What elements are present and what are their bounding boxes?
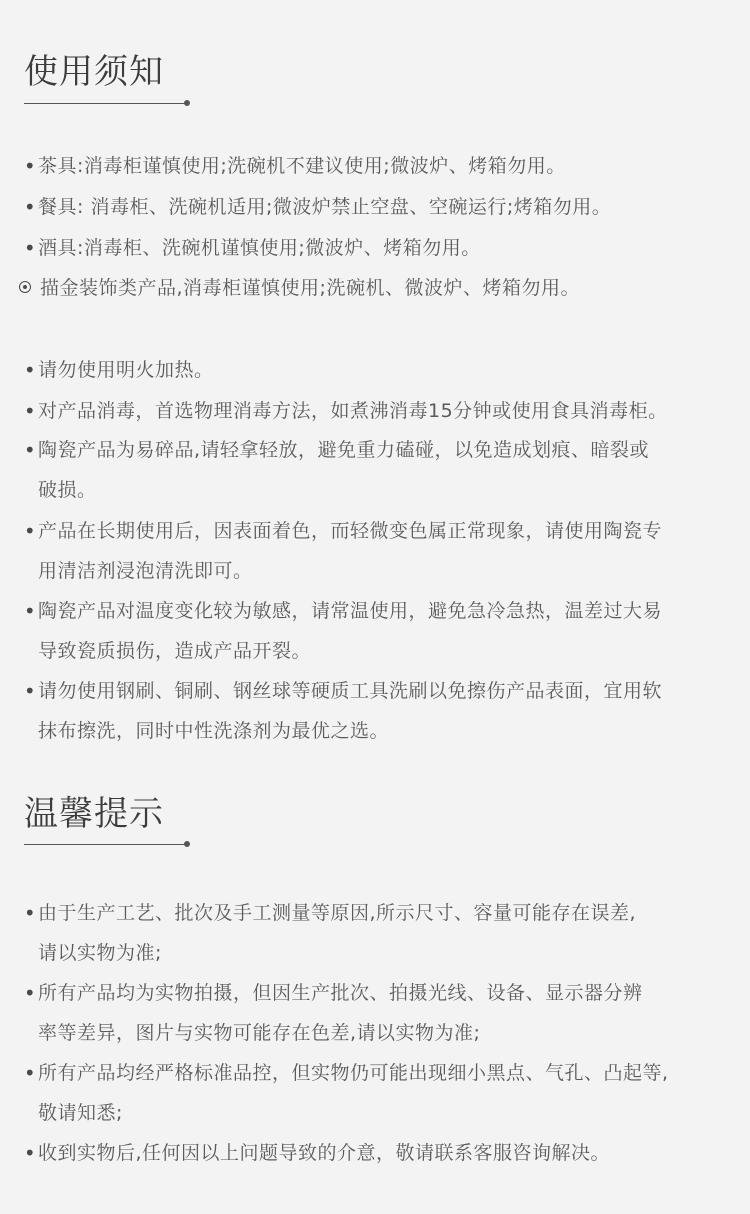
usage-item-discoloration [22, 511, 722, 591]
bullet-dot: • [23, 679, 37, 703]
bullet-dot: • [23, 399, 37, 423]
usage-item-text: 酒具:消毒柜、洗碗机谨慎使用;微波炉、烤箱勿用。 [38, 237, 481, 259]
usage-item-text-line-2: 用清洁剂浸泡清洗即可。 [38, 560, 253, 582]
bullet-dot: • [23, 358, 37, 382]
usage-item-temperature [22, 591, 722, 671]
tips-item-text-line-1: 所有产品均为实物拍摄，但因生产批次、拍摄光线、设备、显示器分辨 [38, 982, 643, 1004]
usage-item-text: 描金装饰类产品,消毒柜谨慎使用;洗碗机、微波炉、烤箱勿用。 [40, 277, 580, 299]
usage-item-text: 餐具: 消毒柜、洗碗机适用;微波炉禁止空盘、空碗运行;烤箱勿用。 [38, 196, 612, 218]
bullet-dot: • [23, 901, 37, 925]
tips-item-text-line-2: 请以实物为准; [38, 942, 162, 964]
tips-item-text-line-1: 由于生产工艺、批次及手工测量等原因,所示尺寸、容量可能存在误差, [38, 902, 637, 924]
usage-item-text-line-1: 陶瓷产品对温度变化较为敏感，请常温使用，避免急冷急热，温差过大易 [38, 600, 663, 622]
tips-item-size-error [22, 893, 722, 973]
tips-title-underline-dot [184, 841, 190, 847]
tips-item-text-line-2: 敬请知悉; [38, 1102, 123, 1124]
usage-item-text-line-2: 破损。 [38, 479, 97, 501]
usage-item-cleaning-tools [22, 671, 722, 751]
tips-item-customer-service [22, 1133, 722, 1173]
bullet-dot: • [23, 519, 37, 543]
bullet-dot: • [23, 236, 37, 260]
bullet-dot: • [23, 195, 37, 219]
usage-item-text: 对产品消毒，首选物理消毒方法，如煮沸消毒15分钟或使用食具消毒柜。 [38, 400, 668, 422]
bullet-dot: • [23, 154, 37, 178]
usage-item-text-line-1: 产品在长期使用后，因表面着色，而轻微变色属正常现象，请使用陶瓷专 [38, 520, 663, 542]
usage-title-underline-dot [184, 100, 190, 106]
usage-item-no-open-flame [22, 350, 722, 390]
usage-item-tableware [22, 187, 722, 227]
tips-section-title: 温馨提示 [24, 794, 164, 834]
bullet-dot: • [23, 1061, 37, 1085]
tips-title-underline [24, 844, 186, 845]
usage-item-text: 请勿使用明火加热。 [38, 359, 214, 381]
bullet-dot: • [23, 599, 37, 623]
usage-item-text-line-1: 陶瓷产品为易碎品,请轻拿轻放，避免重力磕碰，以免造成划痕、暗裂或 [38, 439, 650, 461]
bullet-dot: • [23, 981, 37, 1005]
usage-item-text-line-2: 抹布擦洗，同时中性洗涤剂为最优之选。 [38, 720, 390, 742]
bullet-dot: • [23, 1141, 37, 1165]
tips-item-text-line-2: 率等差异，图片与实物可能存在色差,请以实物为准; [38, 1022, 481, 1044]
usage-title-underline [24, 103, 186, 104]
usage-item-drinkware [22, 228, 722, 268]
usage-item-disinfection [22, 391, 722, 431]
tips-item-text: 收到实物后,任何因以上问题导致的介意，敬请联系客服咨询解决。 [38, 1142, 611, 1164]
usage-section-title: 使用须知 [24, 52, 164, 92]
tips-item-color-difference [22, 973, 722, 1053]
usage-item-tea-set [22, 146, 722, 186]
usage-item-text-line-2: 导致瓷质损伤，造成产品开裂。 [38, 640, 312, 662]
usage-item-fragile [22, 430, 722, 510]
tips-item-quality-control [22, 1053, 722, 1133]
bullet-dot: • [23, 438, 37, 462]
tips-item-text-line-1: 所有产品均经严格标准品控，但实物仍可能出现细小黑点、气孔、凸起等, [38, 1062, 669, 1084]
usage-item-text: 茶具:消毒柜谨慎使用;洗碗机不建议使用;微波炉、烤箱勿用。 [38, 155, 566, 177]
usage-item-text-line-1: 请勿使用钢刷、铜刷、钢丝球等硬质工具洗刷以免擦伤产品表面，宜用软 [38, 680, 663, 702]
usage-item-gilded-products [22, 268, 722, 308]
circle-bullet-icon [19, 281, 31, 293]
